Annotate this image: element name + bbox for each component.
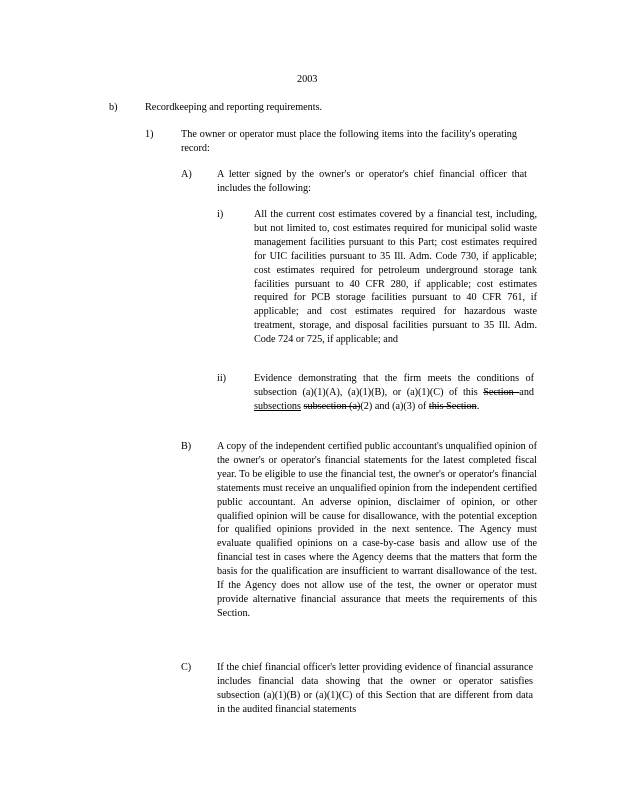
item-A-text: A letter signed by the owner's or operator's chief financial officer that includes the following: <box>217 169 527 194</box>
label-ii: ii) <box>217 373 227 384</box>
label-A: A) <box>181 169 192 180</box>
label-b: b) <box>109 102 118 113</box>
item-1-text: The owner or operator must place the following items into the facility's operating record: <box>181 129 517 154</box>
item-i-text: All the current cost estimates covered by a financial test, including, but not limited to, cost estimates required for municipal solid waste management facilities pursuant to this Part; cost estimates required for UIC facilities pursuant to 35 Ill. Adm. Code 730, if applicable; cost estimates required for petroleum underground storage tank facilities pursuant to 40 CFR 280, if applicable; cost estimates required for PCB storage facilities pursuant to 40 CFR 761, if applicable; and cost estimates required for hazardous waste treatment, storage, and disposal facilities pursuant to 35 Ill. Adm. Code 724 or 725, if applicable; and <box>254 209 537 346</box>
item-B-text: A copy of the independent certified public accountant's unqualified opinion of the owner's or operator's financial statements for the latest completed fiscal year. To be eligible to use the financial test, the owner's or operator's financial statements must receive an unqualified opinion from the independent certified public accountant. An adverse opinion, disclaimer of opinion, or other qualified opinion will be cause for disallowance, with the potential exception for qualified opinions provided in the next sentence. The Agency must evaluate qualified opinions on a case-by-case basis and allow use of the financial test in cases where the Agency deems that the matters that form the basis for the qualification are insufficient to warrant disallowance of the test. If the Agency does not allow use of the test, the owner or operator must provide alternative financial assurance that meets the requirements of this Section. <box>217 441 537 619</box>
item-ii-struck-subsection: subsection (a) <box>303 400 361 412</box>
item-ii-part5: . <box>476 400 480 412</box>
label-i: i) <box>217 209 224 220</box>
label-1: 1) <box>145 129 154 140</box>
label-C: C) <box>181 662 192 673</box>
item-ii-struck-this-section: this Section <box>428 400 477 412</box>
item-ii-part4: (2) and (a)(3) of <box>360 400 429 412</box>
page-year: 2003 <box>297 74 318 85</box>
item-ii-struck-section: Section <box>483 386 520 398</box>
heading-recordkeeping: Recordkeeping and reporting requirements. <box>145 102 323 113</box>
item-ii-inserted-subsections: subsections <box>254 400 301 412</box>
label-B: B) <box>181 441 192 452</box>
item-ii-part1: Evidence demonstrating that the firm meets the conditions of subsection (a)(1)(A), (a)(1)(B), or (a)(1)(C) of this <box>254 373 534 398</box>
item-ii-text <box>254 372 534 414</box>
item-C-text: If the chief financial officer's letter providing evidence of financial assurance includes financial data showing that the owner or operator satisfies subsection (a)(1)(B) or (a)(1)(C) of this Section that are different from data in the audited financial statements <box>217 662 533 715</box>
item-ii-part2: and <box>519 386 535 398</box>
